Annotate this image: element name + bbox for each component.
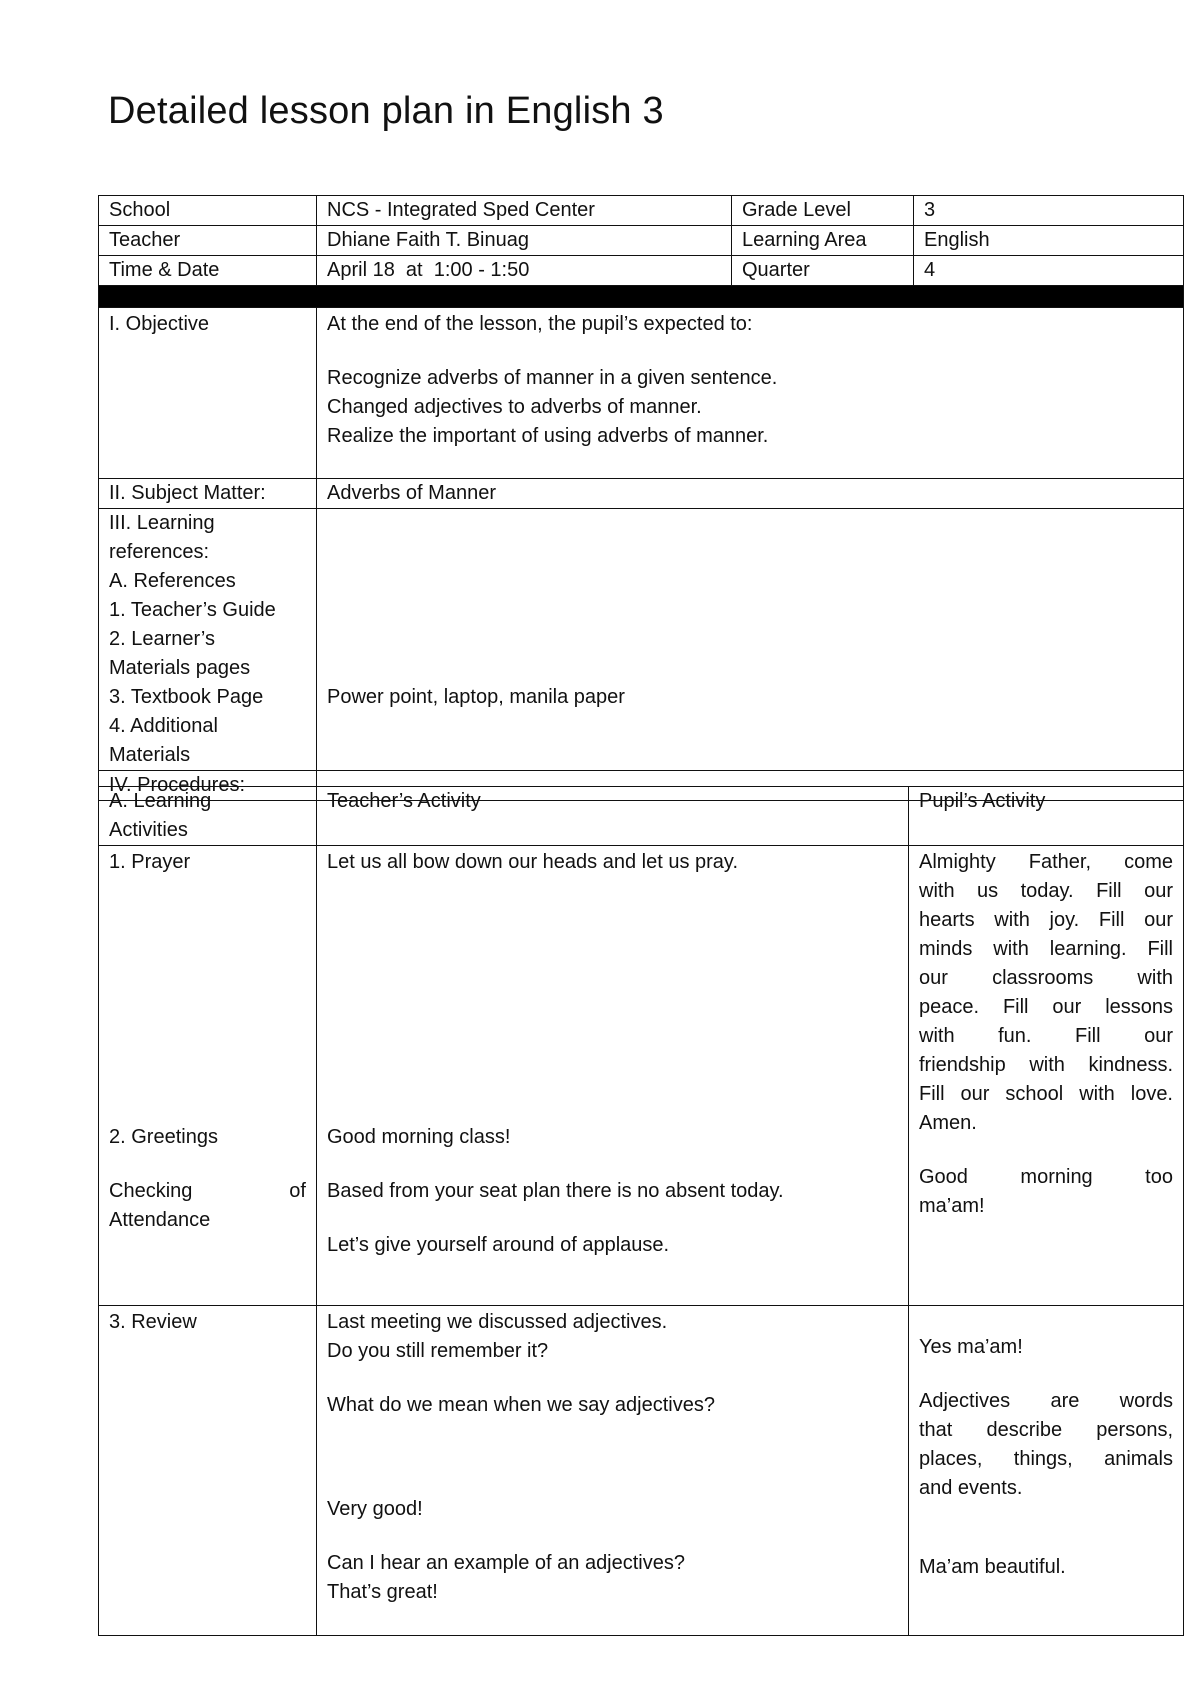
greetings-pupil-line1: Good morning too [919,1166,1173,1188]
activities-header-row [99,787,1184,846]
quarter-value: 4 [914,256,1184,286]
attendance-label-line1: Checking of [109,1180,306,1202]
review-pupil [909,1306,1184,1636]
prayer-pupil-line: minds with learning. Fill [919,938,1173,960]
references-row [99,509,1184,771]
review-teacher [317,1306,909,1636]
activities-table [98,786,1184,1636]
prayer-teacher-text: Let us all bow down our heads and let us pray. [327,851,738,873]
prayer-pupil-line: our classrooms with [919,967,1173,989]
subject-matter-value: Adverbs of Manner [317,479,1184,509]
references-label-line: 4. Additional [109,715,218,737]
objective-item: Changed adjectives to adverbs of manner. [327,396,702,418]
objective-row [99,308,1184,479]
time-date-label: Time & Date [99,256,317,286]
greetings-pupil-line2: ma’am! [919,1195,985,1217]
review-pupil-line: Adjectives are words [919,1390,1173,1412]
learning-area-label: Learning Area [732,226,914,256]
objective-label: I. Objective [99,308,317,479]
table-row [99,226,1184,256]
references-content [317,509,1184,771]
teacher-label: Teacher [99,226,317,256]
prayer-greetings-pupil [909,846,1184,1306]
school-value: NCS - Integrated Sped Center [317,196,732,226]
prayer-pupil-line: Almighty Father, come [919,851,1173,873]
review-teacher-text: Do you still remember it? [327,1340,549,1362]
review-teacher-text: Last meeting we discussed adjectives. [327,1311,668,1333]
separator-bar [99,286,1184,308]
prayer-greetings-teacher [317,846,909,1306]
review-pupil-text: Yes ma’am! [919,1336,1023,1358]
greetings-teacher-text: Good morning class! [327,1126,511,1148]
teacher-value: Dhiane Faith T. Binuag [317,226,732,256]
references-label-line: III. Learning [109,512,215,534]
learning-activities-label [99,787,317,846]
review-row [99,1306,1184,1636]
learning-activities-label-line: Activities [109,819,188,841]
objective-item: Recognize adverbs of manner in a given sentence. [327,367,778,389]
prayer-pupil-line: with us today. Fill our [919,880,1173,902]
grade-level-value: 3 [914,196,1184,226]
objective-content [317,308,1184,479]
greetings-label: 2. Greetings [109,1126,218,1148]
review-pupil-line: places, things, animals [919,1448,1173,1470]
attendance-label-line2: Attendance [109,1209,211,1231]
prayer-greetings-labels [99,846,317,1306]
review-teacher-text: Can I hear an example of an adjectives? [327,1552,685,1574]
references-label-line: A. References [109,570,236,592]
pupil-activity-header: Pupil’s Activity [909,787,1184,846]
grade-level-label: Grade Level [732,196,914,226]
references-label-line: Materials pages [109,657,251,679]
references-label [99,509,317,771]
prayer-pupil-line: Amen. [919,1112,977,1134]
prayer-pupil-line: peace. Fill our lessons [919,996,1173,1018]
review-teacher-text: That’s great! [327,1581,438,1603]
time-date-value: April 18 at 1:00 - 1:50 [317,256,732,286]
references-label-line: 1. Teacher’s Guide [109,599,276,621]
table-row [99,196,1184,226]
subject-matter-row [99,479,1184,509]
learning-area-value: English [914,226,1184,256]
quarter-label: Quarter [732,256,914,286]
review-pupil-line: and events. [919,1477,1023,1499]
prayer-pupil-line: with fun. Fill our [919,1025,1173,1047]
references-label-line: 2. Learner’s [109,628,215,650]
teacher-activity-header: Teacher’s Activity [317,787,909,846]
table-row [99,256,1184,286]
objective-intro: At the end of the lesson, the pupil’s expected to: [327,313,753,335]
objective-item: Realize the important of using adverbs of manner. [327,425,769,447]
materials-value: Power point, laptop, manila paper [327,686,625,708]
school-label: School [99,196,317,226]
references-label-line: 3. Textbook Page [109,686,264,708]
prayer-pupil-line: Fill our school with love. [919,1083,1173,1105]
prayer-pupil-line: hearts with joy. Fill our [919,909,1173,931]
references-label-line: Materials [109,744,191,766]
prayer-greetings-row [99,846,1184,1306]
prayer-label: 1. Prayer [109,851,191,873]
prayer-pupil-line: friendship with kindness. [919,1054,1173,1076]
subject-matter-label: II. Subject Matter: [99,479,317,509]
lesson-plan-table [98,195,1184,801]
document-title: Detailed lesson plan in English 3 [108,90,664,132]
review-pupil-line: that describe persons, [919,1419,1173,1441]
procedures-label: IV. Procedures: [99,771,317,801]
references-label-line: references: [109,541,210,563]
review-label: 3. Review [99,1306,317,1636]
review-pupil-text: Ma’am beautiful. [919,1556,1066,1578]
review-teacher-text: Very good! [327,1498,423,1520]
review-teacher-text: What do we mean when we say adjectives? [327,1394,715,1416]
attendance-teacher-text: Based from your seat plan there is no absent today. [327,1180,784,1202]
learning-activities-label-line: A. Learning [109,790,212,812]
applause-teacher-text: Let’s give yourself around of applause. [327,1234,670,1256]
